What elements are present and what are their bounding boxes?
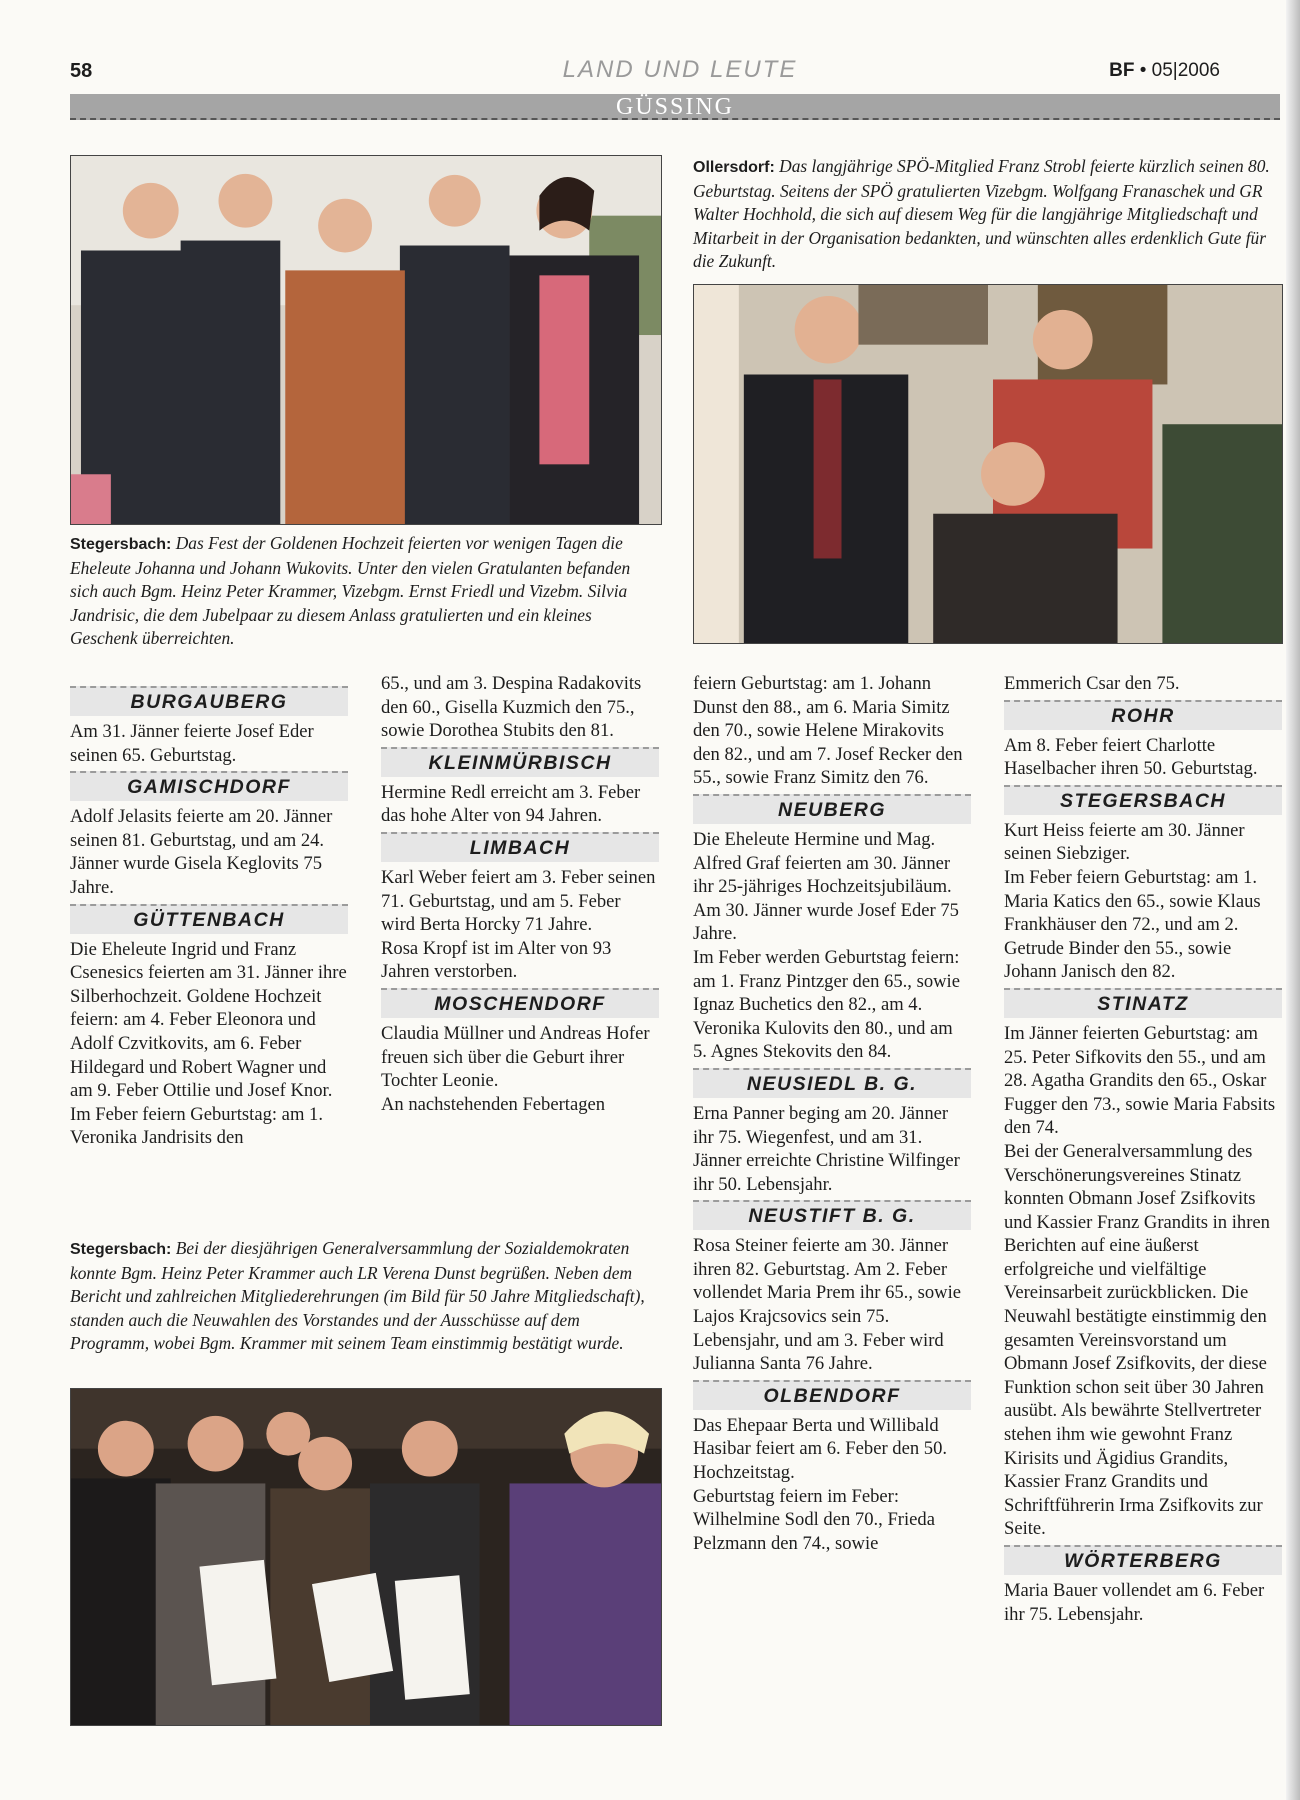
text-gamischdorf: Adolf Jelasits feierte am 20. Jänner seinen 81. Geburtstag, und am 24. Jänner wurde Gisela Keglovits 75 Jahre. <box>70 806 333 898</box>
text-rohr: Am 8. Feber feiert Charlotte Haselbacher ihren 50. Geburtstag. <box>1004 734 1258 780</box>
issue-info <box>1109 60 1220 82</box>
text-guettenbach: Die Eheleute Ingrid und Franz Csenesics feierten am 31. Jänner ihre Silberhochzeit. Goldene Hochzeit feiern: am 4. Feber Eleonora und Adolf Czvitkovits, am 6. Feber Hildegard und Robert Wagner und am 9. Feber Ottilie und Josef Knor. <box>70 938 347 1102</box>
text-limbach-2: Rosa Kropf ist im Alter von 93 Jahren verstorben. <box>381 937 612 983</box>
heading-stegersbach: STEGERSBACH <box>1004 785 1282 815</box>
heading-neustift: NEUSTIFT B. G. <box>693 1200 971 1230</box>
page-edge-shadow <box>1286 0 1300 1800</box>
caption-golden-wedding <box>70 532 662 651</box>
heading-rohr: ROHR <box>1004 700 1282 730</box>
page-number: 58 <box>70 60 93 82</box>
heading-limbach: LIMBACH <box>381 832 659 862</box>
text-woerterberg: Maria Bauer vollendet am 6. Feber ihr 75. Lebensjahr. <box>1004 1580 1265 1625</box>
heading-stinatz: STINATZ <box>1004 988 1282 1018</box>
photo-member-honours <box>70 1388 662 1726</box>
text-continued: Emmerich Csar den 75. <box>1004 673 1180 694</box>
publication-name: BF <box>1109 60 1135 81</box>
caption-text: Bei der diesjährigen Generalversammlung der Sozialdemokraten konnte Bgm. Heinz Peter Krammer auch LR Verena Dunst begrüßen. Neben dem Bericht und zahlreichen Mitgliederehrungen (im Bild für 50 Jahre Mitgliedschaft), standen auch die Neuwahlen des Vorstandes und der Ausschüsse auf dem Programm, wobei Bgm. Krammer mit seinem Team einstimmig bestätigt wurde. <box>70 1238 645 1354</box>
text-moschendorf: Claudia Müllner und Andreas Hofer freuen sich über die Geburt ihrer Tochter Leonie. <box>381 1022 650 1092</box>
text-stegersbach: Kurt Heiss feierte am 30. Jänner seinen Siebziger. <box>1004 819 1245 865</box>
heading-woerterberg: WÖRTERBERG <box>1004 1545 1282 1575</box>
text-continued: 65., und am 3. Despina Radakovits den 60., Gisella Kuzmich den 75., sowie Dorothea Stubits den 81. <box>381 673 642 742</box>
text-guettenbach-2: Im Feber feiern Geburtstag: am 1. Veronika Jandrisits den <box>70 1103 323 1149</box>
heading-burgauberg: BURGAUBERG <box>70 686 348 716</box>
caption-text: Das Fest der Goldenen Hochzeit feierten vor wenigen Tagen die Eheleute Johanna und Johann Wukovits. Unter den vielen Gratulanten befanden sich auch Bgm. Heinz Peter Krammer, Vizebgm. Ernst Friedl und Vizebm. Silvia Jandrisic, die dem Jubelpaar zu diesem Anlass gratulierten und ein kleines Geschenk überreichten. <box>70 533 631 649</box>
caption-place: Stegersbach: <box>70 1241 172 1258</box>
text-moschendorf-2: An nachstehenden Febertagen <box>381 1093 606 1115</box>
text-stegersbach-2: Im Feber feiern Geburtstag: am 1. Maria Katics den 65., sowie Klaus Frankhäuser den 72., und am 2. Getrude Binder den 55., sowie Johann Janisch den 82. <box>1004 866 1261 983</box>
column-2 <box>381 672 659 1116</box>
heading-olbendorf: OLBENDORF <box>693 1380 971 1410</box>
caption-general-assembly <box>70 1237 662 1356</box>
heading-guettenbach: GÜTTENBACH <box>70 904 348 934</box>
text-stinatz-2: Bei der Generalversammlung des Verschönerungsvereines Stinatz konnten Obmann Josef Zsifkovits und Kassier Franz Grandits in ihren Berichten auf eine äußerst erfolgreiche und vielfältige Vereinsarbeit zurückblicken. Die Neuwahl bestätigte einstimmig den gesamten Vereinsvorstand um Obmann Josef Zsifkovits, der diese Funktion schon seit über 30 Jahren ausübt. Als bewährte Stellvertreter stehen ihm wie gewohnt Franz Kirisits und Ägidius Grandits, Kassier Franz Grandits und Schriftführerin Irma Zsifkovits zur Seite. <box>1004 1140 1270 1540</box>
text-olbendorf-2: Geburtstag feiern im Feber: Wilhelmine Sodl den 70., Frieda Pelzmann den 74., sowie <box>693 1485 935 1554</box>
heading-neusiedl: NEUSIEDL B. G. <box>693 1068 971 1098</box>
section-title: LAND UND LEUTE <box>562 56 798 83</box>
column-1 <box>70 682 348 1150</box>
text-neuberg-2: Am 30. Jänner wurde Josef Eder 75 Jahre. <box>693 899 959 945</box>
text-burgauberg: Am 31. Jänner feierte Josef Eder seinen 65. Geburtstag. <box>70 721 314 766</box>
text-olbendorf: Das Ehepaar Berta und Willibald Hasibar feiert am 6. Feber den 50. Hochzeitstag. <box>693 1414 948 1484</box>
caption-place: Stegersbach: <box>70 536 172 553</box>
photo-80th-birthday <box>693 284 1283 644</box>
heading-gamischdorf: GAMISCHDORF <box>70 771 348 801</box>
text-continued: feiern Geburtstag: am 1. Johann Dunst den 88., am 6. Maria Simitz den 70., sowie Helene Mirakovits den 82., und am 7. Josef Recker den 55., sowie Franz Simitz den 76. <box>693 673 963 789</box>
heading-moschendorf: MOSCHENDORF <box>381 988 659 1018</box>
separator: • <box>1139 60 1147 81</box>
heading-kleinmuerbisch: KLEINMÜRBISCH <box>381 747 659 777</box>
text-neustift: Rosa Steiner feierte am 30. Jänner ihren 82. Geburtstag. Am 2. Feber vollendet Maria Prem ihr 65., sowie Lajos Krajcsovics sein 75. Lebensjahr, und am 3. Feber wird Julianna Santa 76 Jahre. <box>693 1235 962 1375</box>
caption-text: Das langjährige SPÖ-Mitglied Franz Strobl feierte kürzlich seinen 80. Geburtstag. Seitens der SPÖ gratulierten Vizebgm. Wolfgang Franaschek und GR Walter Hochhold, die sich auf diesem Weg für die langjährige Mitgliedschaft und Mitarbeit in der Organisation bedankten, und wünschten alles erdenklich Gute für die Zukunft. <box>693 156 1270 272</box>
issue-number: 05|2006 <box>1151 60 1220 81</box>
caption-place: Ollersdorf: <box>693 159 775 176</box>
heading-neuberg: NEUBERG <box>693 794 971 824</box>
text-kleinmuerbisch: Hermine Redl erreicht am 3. Feber das hohe Alter von 94 Jahren. <box>381 781 641 827</box>
region-bar <box>70 94 1280 120</box>
column-3 <box>693 672 971 1555</box>
column-4 <box>1004 672 1282 1626</box>
region-title: GÜSSING <box>615 94 734 120</box>
caption-80th-birthday <box>693 155 1281 274</box>
text-limbach: Karl Weber feiert am 3. Feber seinen 71. Geburtstag, und am 5. Feber wird Berta Horcky 71 Jahre. <box>381 866 656 936</box>
text-neusiedl: Erna Panner beging am 20. Jänner ihr 75. Wiegenfest, und am 31. Jänner erreichte Christine Wilfinger ihr 50. Lebensjahr. <box>693 1102 960 1195</box>
photo-golden-wedding <box>70 155 662 525</box>
text-stinatz: Im Jänner feierten Geburtstag: am 25. Peter Sifkovits den 55., und am 28. Agatha Grandits den 65., Oskar Fugger den 73., sowie Maria Fabsits den 74. <box>1004 1022 1276 1139</box>
text-neuberg: Die Eheleute Hermine und Mag. Alfred Graf feierten am 30. Jänner ihr 25-jähriges Hochzeitsjubiläum. <box>693 828 952 898</box>
text-neuberg-3: Im Feber werden Geburtstag feiern: am 1. Franz Pintzger den 65., sowie Ignaz Buchetics den 82., am 4. Veronika Kulovits den 80., und am 5. Agnes Stekovits den 84. <box>693 946 960 1063</box>
